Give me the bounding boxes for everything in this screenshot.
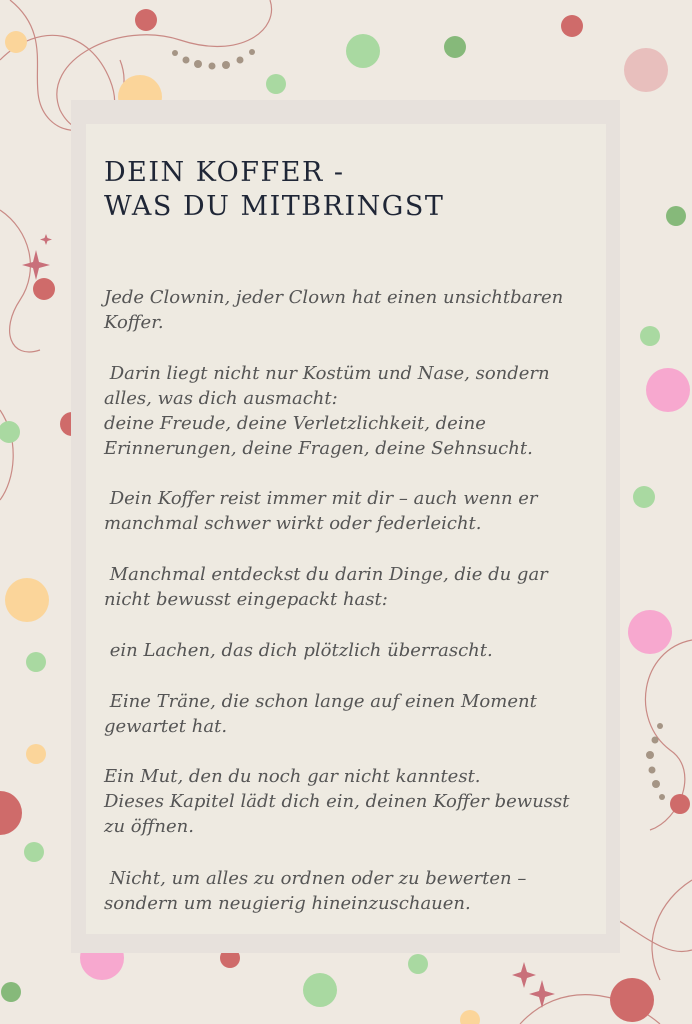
paragraph-2 bbox=[104, 361, 574, 461]
text-line: Dein Koffer reist immer mit dir – auch wenn er bbox=[104, 488, 538, 509]
text-line: alles, was dich ausmacht: bbox=[104, 388, 338, 409]
page-title bbox=[104, 156, 444, 224]
text-line: Dieses Kapitel lädt dich ein, deinen Koffer bewusst bbox=[104, 791, 570, 812]
text-line: Ein Mut, den du noch gar nicht kanntest. bbox=[104, 766, 481, 787]
text-line: Erinnerungen, deine Fragen, deine Sehnsucht. bbox=[104, 438, 533, 459]
paragraph-3 bbox=[104, 486, 574, 536]
text-line: gewartet hat. bbox=[104, 716, 228, 737]
text-line: manchmal schwer wirkt oder federleicht. bbox=[104, 513, 482, 534]
title-line: DEIN KOFFER - bbox=[104, 157, 345, 188]
paragraph-4 bbox=[104, 562, 574, 612]
text-line: ein Lachen, das dich plötzlich überrascht. bbox=[104, 640, 493, 661]
text-line: sondern um neugierig hineinzuschauen. bbox=[104, 893, 471, 914]
text-line: Jede Clownin, jeder Clown hat einen unsichtbaren bbox=[104, 287, 564, 308]
text-line: Koffer. bbox=[104, 312, 164, 333]
text-line: Eine Träne, die schon lange auf einen Moment bbox=[104, 691, 537, 712]
title-line: WAS DU MITBRINGST bbox=[104, 191, 445, 222]
text-line: zu öffnen. bbox=[104, 816, 194, 837]
paragraph-8 bbox=[104, 866, 574, 916]
text-line: Manchmal entdeckst du darin Dinge, die du gar bbox=[104, 564, 548, 585]
text-line: deine Freude, deine Verletzlichkeit, deine bbox=[104, 413, 486, 434]
paragraph-5 bbox=[104, 638, 574, 663]
paragraph-7 bbox=[104, 764, 574, 839]
text-line: Nicht, um alles zu ordnen oder zu bewerten – bbox=[104, 868, 527, 889]
text-line: Darin liegt nicht nur Kostüm und Nase, sondern bbox=[104, 363, 550, 384]
paragraph-1 bbox=[104, 285, 574, 335]
text-line: nicht bewusst eingepackt hast: bbox=[104, 589, 388, 610]
paragraph-6 bbox=[104, 689, 574, 739]
